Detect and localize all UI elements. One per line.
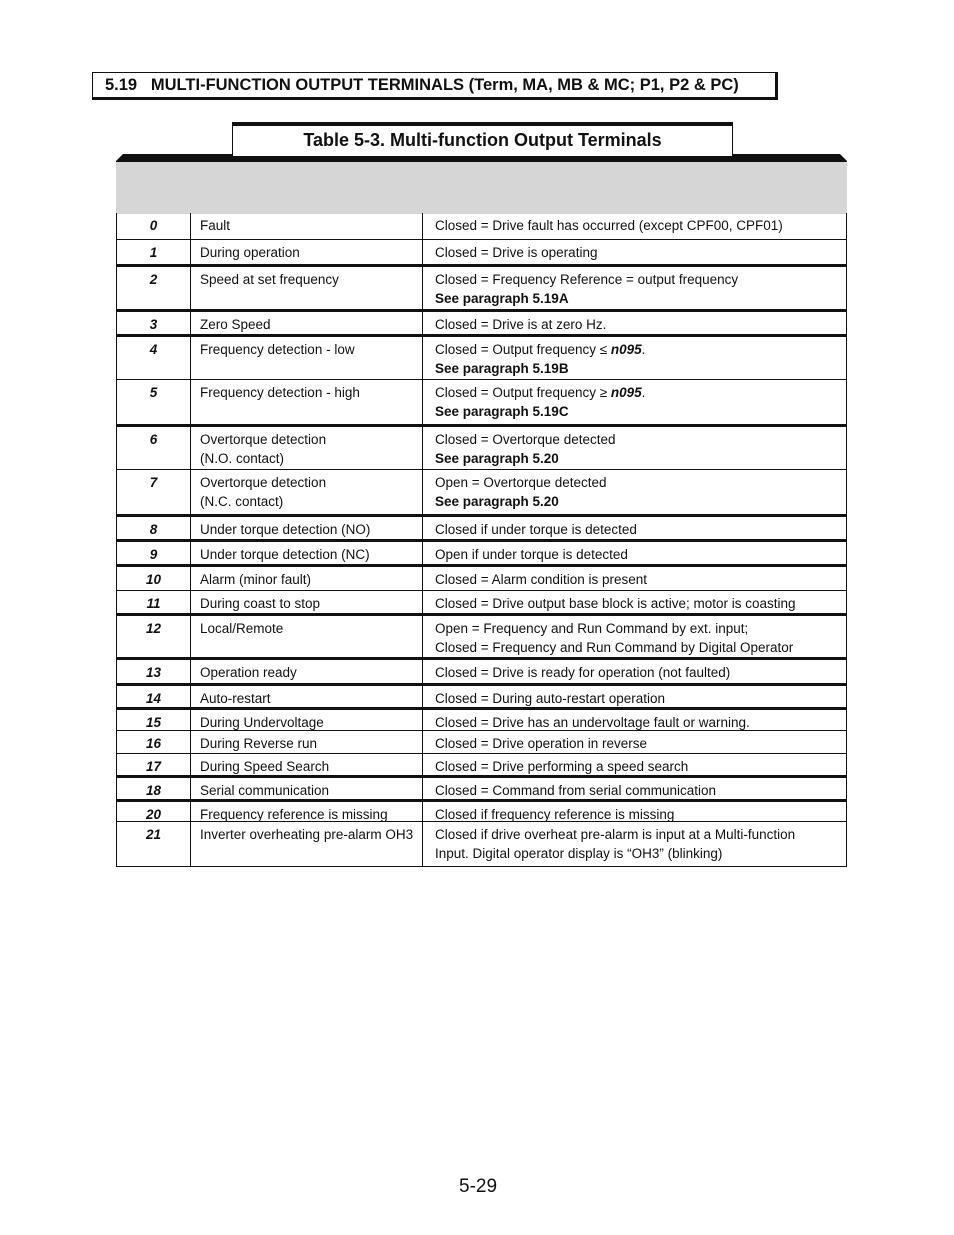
table-title: Table 5-3. Multi-function Output Terminals [232,122,733,156]
function-name-line: Overtorque detection [200,475,327,490]
function-name-line: Frequency detection - high [200,385,360,400]
description-line [435,340,846,359]
description-line [435,781,846,799]
function-name-line: During coast to stop [200,596,321,611]
function-description [423,213,846,239]
function-name-line: During Reverse run [200,736,318,751]
terminal-setting-value: 14 [117,686,191,707]
description-line [435,243,846,262]
terminal-setting-value: 8 [117,517,191,539]
function-description [423,754,846,775]
function-name-line: Local/Remote [200,621,284,636]
table-row [117,264,846,309]
function-description [423,380,846,424]
function-name [191,213,423,239]
function-name [191,240,423,264]
section-title: MULTI-FUNCTION OUTPUT TERMINALS (Term, MA, MB & MC; P1, P2 & PC) [150,76,739,94]
description-text: Closed = Drive output base block is active; motor is coasting [435,596,796,611]
function-name-line: (N.C. contact) [200,494,284,509]
function-name [191,710,423,730]
table-row [117,707,846,730]
description-line [435,315,846,334]
description-line [435,430,846,449]
function-name [191,731,423,753]
description-text: See paragraph 5.19B [435,361,569,376]
terminal-setting-value: 4 [117,337,191,379]
function-name [191,686,423,707]
table-row [117,799,846,821]
terminal-setting-value: 21 [117,822,191,866]
function-description [423,240,846,264]
description-text: Closed if drive overheat pre-alarm is input at a Multi-function [435,827,796,842]
parameter-reference: n095 [610,385,642,400]
function-description [423,267,846,309]
description-line [435,594,846,613]
function-name-line: During operation [200,245,300,260]
section-heading [92,72,778,100]
description-line [435,270,846,289]
description-text: Closed = Drive has an undervoltage fault or warning. [435,715,750,730]
description-line [435,713,846,730]
function-name [191,660,423,683]
description-line [435,570,846,589]
description-text: Closed = Alarm condition is present [435,572,647,587]
description-text: Closed = Frequency and Run Command by Digital Operator [435,640,794,655]
function-description [423,312,846,334]
terminal-setting-value: 1 [117,240,191,264]
function-name [191,470,423,514]
function-description [423,567,846,590]
description-text: Closed if frequency reference is missing [435,807,675,821]
function-name-line: Under torque detection (NO) [200,522,371,537]
table-row [117,613,846,657]
function-description [423,660,846,683]
description-text: Closed = Output frequency ≥ [435,385,611,400]
function-name-line: Alarm (minor fault) [200,572,312,587]
table-header-bar [116,154,847,214]
function-description [423,822,846,866]
function-name-line: Frequency detection - low [200,342,355,357]
function-name-line: Operation ready [200,665,297,680]
function-description [423,731,846,753]
description-text: Closed if under torque is detected [435,522,637,537]
function-name [191,427,423,469]
description-line [435,289,846,308]
function-description [423,542,846,564]
description-text: Closed = During auto-restart operation [435,691,666,706]
function-name [191,312,423,334]
description-text: Closed = Drive fault has occurred (except CPF00, CPF01) [435,218,783,233]
terminal-setting-value: 16 [117,731,191,753]
description-line [435,402,846,421]
description-text: Closed = Drive is ready for operation (not faulted) [435,665,731,680]
table-row [117,469,846,514]
function-name [191,542,423,564]
terminal-setting-value: 5 [117,380,191,424]
table-row [117,775,846,799]
table-row [117,379,846,424]
function-name-line: (N.O. contact) [200,451,285,466]
table-row [117,657,846,683]
description-line [435,638,846,657]
function-description [423,686,846,707]
terminal-setting-value: 2 [117,267,191,309]
function-description [423,470,846,514]
description-text: Open = Overtorque detected [435,475,607,490]
function-name [191,380,423,424]
function-name [191,822,423,866]
function-name-line: Inverter overheating pre-alarm OH3 [200,827,414,842]
description-line [435,663,846,682]
table-row [117,821,846,866]
description-line [435,757,846,775]
function-name-line: Under torque detection (NC) [200,547,370,562]
description-text: Closed = Drive is at zero Hz. [435,317,607,332]
description-line [435,359,846,378]
terminal-setting-value: 3 [117,312,191,334]
terminal-setting-value: 15 [117,710,191,730]
table-row [117,514,846,539]
function-description [423,616,846,657]
description-line [435,520,846,539]
description-text: Closed = Frequency Reference = output frequency [435,272,739,287]
description-line [435,689,846,707]
function-name-line: During Undervoltage [200,715,324,730]
terminal-setting-value: 20 [117,802,191,821]
table-row [117,590,846,613]
description-line [435,473,846,492]
function-name [191,517,423,539]
table-row [117,539,846,564]
function-description [423,427,846,469]
description-suffix: . [641,385,646,400]
terminal-setting-value: 10 [117,567,191,590]
description-line [435,619,846,638]
terminal-setting-value: 12 [117,616,191,657]
parameter-reference: n095 [610,342,642,357]
description-text: Closed = Drive performing a speed search [435,759,689,774]
description-text: Closed = Drive is operating [435,245,598,260]
description-text: Open = Frequency and Run Command by ext. input; [435,621,749,636]
function-description [423,517,846,539]
page-number: 5-29 [459,1176,498,1197]
description-text: Closed = Overtorque detected [435,432,616,447]
terminal-setting-value: 6 [117,427,191,469]
table-row [117,753,846,775]
function-name-line: During Speed Search [200,759,330,774]
description-text: See paragraph 5.20 [435,494,559,509]
function-name [191,802,423,821]
description-line [435,734,846,753]
function-description [423,802,846,821]
function-name [191,778,423,799]
function-name-line: Zero Speed [200,317,271,332]
description-text: See paragraph 5.19C [435,404,569,419]
function-description [423,710,846,730]
description-text: Closed = Drive operation in reverse [435,736,647,751]
terminal-setting-value: 9 [117,542,191,564]
terminal-setting-value: 13 [117,660,191,683]
function-name-line: Frequency reference is missing [200,807,388,821]
description-text: Open if under torque is detected [435,547,628,562]
terminal-setting-value: 7 [117,470,191,514]
function-name [191,591,423,613]
function-description [423,337,846,379]
output-terminals-table [116,213,847,867]
section-number: 5.19 [105,76,138,94]
description-line [435,805,846,821]
function-name [191,337,423,379]
description-text: See paragraph 5.19A [435,291,569,306]
function-name [191,267,423,309]
terminal-setting-value: 0 [117,213,191,239]
function-name [191,567,423,590]
description-line [435,825,846,844]
description-line [435,449,846,468]
description-suffix: . [641,342,646,357]
table-row [117,334,846,379]
function-name-line: Fault [200,218,231,233]
table-row [117,424,846,469]
function-description [423,778,846,799]
function-description [423,591,846,613]
function-name-line: Speed at set frequency [200,272,339,287]
description-line [435,216,846,235]
description-text: See paragraph 5.20 [435,451,559,466]
description-text: Input. Digital operator display is “OH3” (blinking) [435,846,723,861]
function-name-line: Overtorque detection [200,432,327,447]
description-text: Closed = Output frequency ≤ [435,342,611,357]
function-name [191,754,423,775]
terminal-setting-value: 18 [117,778,191,799]
table-row [117,683,846,707]
table-row [117,564,846,590]
table-row [117,239,846,264]
function-name-line: Auto-restart [200,691,271,706]
description-line [435,545,846,564]
function-name-line: Serial communication [200,783,330,798]
table-row [117,730,846,753]
terminal-setting-value: 11 [117,591,191,613]
table-row [117,213,846,239]
description-line [435,492,846,511]
terminal-setting-value: 17 [117,754,191,775]
description-line [435,844,846,863]
table-row [117,309,846,334]
function-name [191,616,423,657]
description-text: Closed = Command from serial communication [435,783,716,798]
description-line [435,383,846,402]
